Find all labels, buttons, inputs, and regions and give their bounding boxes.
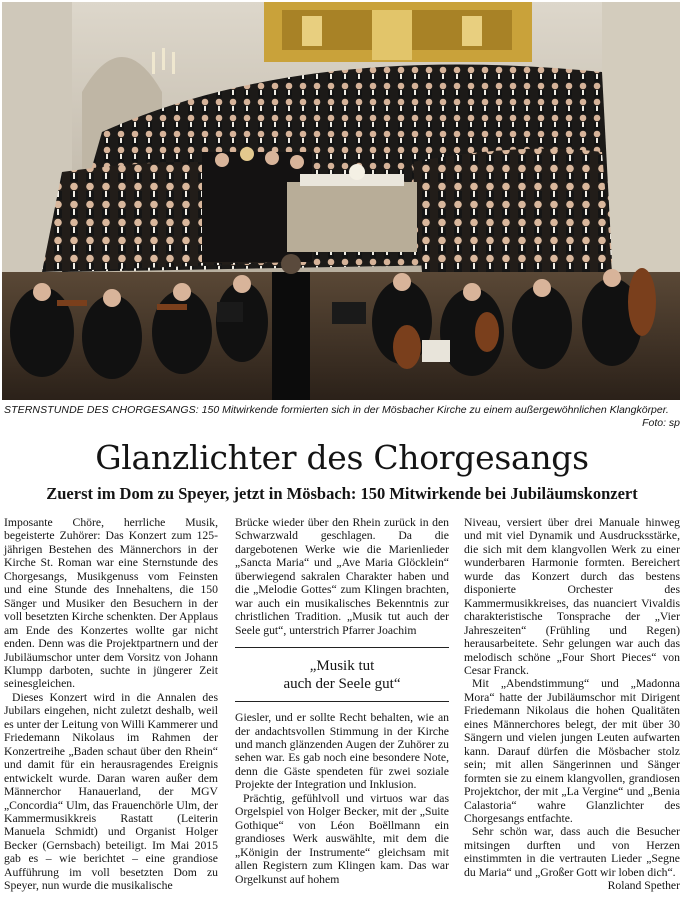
paragraph: Niveau, versiert über drei Manuale hinweg und mit viel Dynamik und Ausdrucksstärke, die sich mit dem klangvollen Werk zu einer wunderbaren Harmonie formten. Bereichert wurde das Konzert durch das bestens disponierte Orchester des Kammermusikkreises, das nuanciert Vivaldis charakteristische Tonsprache der „Vier Jahreszeiten“ (Frühling und Regen) herausarbeitete. Sehr gelungen war auch das melodisch schöne „Four Short Pieces“ von Cesar Franck. [464,516,680,677]
paragraph: Mit „Abendstimmung“ und „Madonna Mora“ hatte der Jubiläumschor mit Dirigent Friedemann Nikolaus die hohen Qualitäten eines Männerchores belegt, der mit über 30 Sängern und vielen jungen Leuten aufwarten kann. Darauf dürfen die Mösbacher stolz sein; mit allen Sängerinnen und Sänger formten sie zu einem klangvollen, grandiosen Projektchor, der mit „La Vergine“ und „Benia Calastoria“ wahre Glanzlichter des Chorgesangs entfachte. [464,677,680,825]
photo-caption [4,404,680,417]
concert-choir-photo-icon [2,2,680,400]
article-subheadline: Zuerst im Dom zu Speyer, jetzt in Mösbach: 150 Mitwirkende bei Jubiläumskonzert [46,484,638,503]
caption-text: 150 Mitwirkende formierten sich in der Mösbacher Kirche zu einem außergewöhnlichen Klangkörper. [201,404,669,416]
article-column-3 [464,516,680,893]
paragraph: Dieses Konzert wird in die Annalen des Jubilars eingehen, nicht zuletzt deshalb, weil es unter der Leitung von Willi Kammerer und Friedemann Nikolaus im Rahmen der Konzertreihe „Baden schaut über den Rhein“ und damit für ein herausragendes Ereignis entwickelt wurde. Daran waren außer dem Männerchor Hanauerland, der MGV „Concordia“ Ulm, das Frauenchörle Ulm, der Kammermusikkreis Rastatt (Leiterin Manuela Schmidt) und Organist Holger Becker (Gernsbach) beteiligt. Im Mai 2015 gab es – wie berichtet – eine grandiose Aufführung im voll besetzten Dom zu Speyer, nun wurde die musikalische [4,690,218,893]
paragraph: Giesler, und er sollte Recht behalten, wie an der andachtsvollen Stimmung in der Kirche und manch glänzenden Augen der Zuhörer zu sehen war. Es gab noch eine besondere Note, denn die Gäste spendeten für zwei soziale Projekte der Integration und Inklusion. [235,711,449,792]
photo-credit: Foto: sp [642,417,680,429]
article-column-2 [235,516,449,886]
pull-quote [235,647,449,702]
concert-photo [2,2,680,400]
pull-quote-line: auch der Seele gut“ [283,676,401,693]
paragraph [464,825,680,893]
paragraph: Imposante Chöre, herrliche Musik, begeisterte Zuhörer: Das Konzert zum 125-jährigen Bestehen des Männerchors in der Kirche St. Roman war eine Sternstunde des Chorgesangs, Musikgenuss vom Feinsten und eine Stunde des Innehaltens, die 150 Sänger und Musiker den Besuchern in der voll besetzten Kirche schenkten. Der Applaus am Ende des Konzertes wollte gar nicht enden. Denn was die Projektpartnern und der Jubiläumschor unter dem Vorsitz von Johann Klumpp darboten, suchte in jüngerer Zeit seinesgleichen. [4,516,218,691]
pull-quote-line: „Musik tut [309,658,375,675]
paragraph: Brücke wieder über den Rhein zurück in den Schwarzwald geschlagen. Da die dargebotenen Werke wie die Marienlieder „Sancta Maria“ und „Ave Maria Glöcklein“ überwiegend sakralen Charakter haben und die „Melodie Gottes“ zum Klingen brachten, war auch ein musikalisches Bekenntnis zur christlichen Tradition. „Musik tut auch der Seele gut“, unterstrich Pfarrer Joachim [235,516,449,637]
paragraph-text: Sehr schön war, dass auch die Besucher mitsingen durften und von Herzen einstimmten in die vertrauten Lieder „Segne du Maria“ und „Großer Gott wir loben dich“. [464,825,680,879]
article-column-1 [4,516,218,893]
article-headline: Glanzlichter des Chorgesangs [95,438,589,477]
paragraph: Prächtig, gefühlvoll und virtuos war das Orgelspiel von Holger Becker, mit der „Suite Gothique“ von Léon Boëllmann ein grandioses Werk auswählte, mit dem die „Königin der Instrumente“ gleichsam mit allen Registern zum Klingen kam. Das war Orgelkunst auf hohem [235,791,449,886]
author-name: Roland Spether [607,879,680,893]
caption-kicker: STERNSTUNDE DES CHORGESANGS: [4,404,199,416]
